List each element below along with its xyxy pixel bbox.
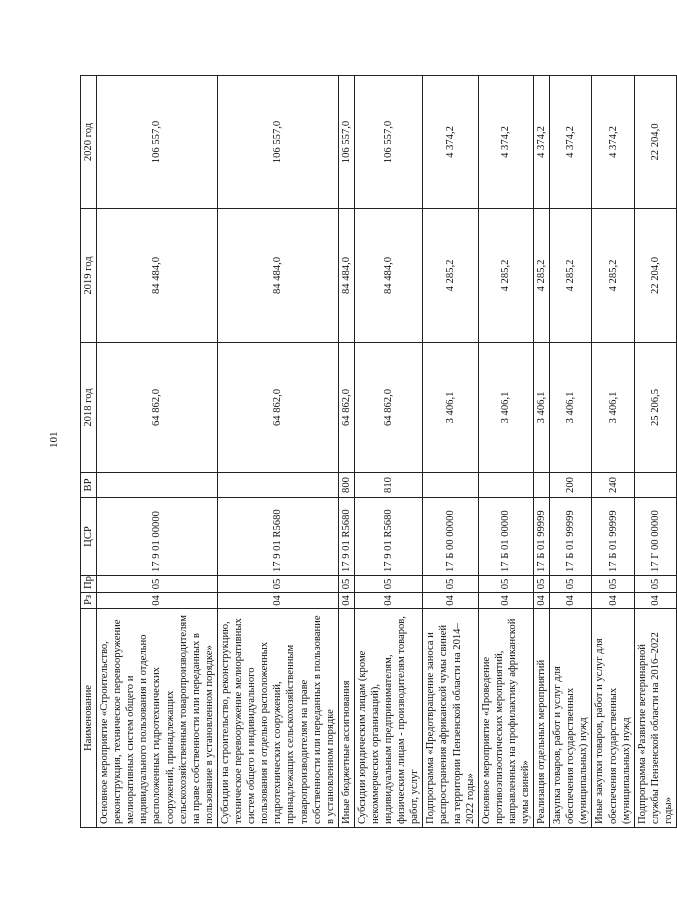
row-2019-cell: 4 285,2 [478, 209, 533, 343]
row-vr-cell: 800 [338, 473, 354, 498]
table-row [423, 76, 478, 828]
row-name-cell: Иные бюджетные ассигнования [338, 609, 354, 828]
table-body [97, 76, 677, 828]
row-2020-cell: 4 374,2 [534, 76, 550, 209]
table-row [592, 76, 634, 828]
row-csr-cell: 17 9 01 R5680 [217, 498, 338, 576]
row-vr-cell [534, 473, 550, 498]
table-row [550, 76, 592, 828]
row-2018-cell: 3 406,1 [478, 343, 533, 473]
row-rz-cell: 04 [217, 593, 338, 609]
row-pr-cell: 05 [217, 576, 338, 593]
header-2020: 2020 год [81, 76, 97, 209]
header-csr: ЦСР [81, 498, 97, 576]
row-rz-cell: 04 [634, 593, 676, 609]
row-2019-cell: 84 484,0 [97, 209, 218, 343]
row-csr-cell: 17 Б 00 00000 [423, 498, 478, 576]
table-row [217, 76, 338, 828]
row-2020-cell: 106 557,0 [97, 76, 218, 209]
row-pr-cell: 05 [423, 576, 478, 593]
row-name-cell: Закупка товаров, работ и услуг для обеспечения государственных (муниципальных) нужд [550, 609, 592, 828]
row-2018-cell: 25 206,5 [634, 343, 676, 473]
row-pr-cell: 05 [592, 576, 634, 593]
row-pr-cell: 05 [550, 576, 592, 593]
row-csr-cell: 17 Б 01 99999 [592, 498, 634, 576]
rotated-page-content [80, 76, 674, 828]
row-pr-cell: 05 [338, 576, 354, 593]
row-vr-cell [478, 473, 533, 498]
row-2019-cell: 4 285,2 [592, 209, 634, 343]
row-2020-cell: 4 374,2 [592, 76, 634, 209]
row-name-cell: Подпрограмма «Развитие ветеринарной службы Пензенской области на 2016–2022 годы» [634, 609, 676, 828]
row-rz-cell: 04 [478, 593, 533, 609]
row-rz-cell: 04 [423, 593, 478, 609]
table-row [478, 76, 533, 828]
row-name-cell: Субсидии юридическим лицам (кроме некоммерческих организаций), индивидуальным предпринимателям, физическим лицам - производителям товаров, работ, услуг [354, 609, 422, 828]
row-pr-cell: 05 [478, 576, 533, 593]
row-vr-cell [634, 473, 676, 498]
header-name: Наименование [81, 609, 97, 828]
row-2018-cell: 64 862,0 [97, 343, 218, 473]
row-2020-cell: 22 204,0 [634, 76, 676, 209]
row-name-cell: Субсидии на строительство, реконструкцию, техническое перевооружение мелиоративных систем общего и индивидуального пользования и отдельно расположенных гидротехнических сооружений, принадлежащих сельскохозяйственным товаропроизводителям на праве собственности или переданных в пользование в установленном порядке [217, 609, 338, 828]
table-row [97, 76, 218, 828]
row-vr-cell [97, 473, 218, 498]
header-2018: 2018 год [81, 343, 97, 473]
row-2019-cell: 4 285,2 [423, 209, 478, 343]
row-2020-cell: 4 374,2 [550, 76, 592, 209]
row-name-cell: Основное мероприятие «Проведение противоэпизоотических мероприятий, направленных на профилактику африканской чумы свиней» [478, 609, 533, 828]
row-2020-cell: 4 374,2 [478, 76, 533, 209]
row-2019-cell: 84 484,0 [338, 209, 354, 343]
row-csr-cell: 17 Б 01 00000 [478, 498, 533, 576]
row-name-cell: Реализация отдельных мероприятий [534, 609, 550, 828]
table-row [534, 76, 550, 828]
row-vr-cell [217, 473, 338, 498]
table-row [634, 76, 676, 828]
table-row [354, 76, 422, 828]
row-2020-cell: 106 557,0 [217, 76, 338, 209]
header-pr: Пр [81, 576, 97, 593]
table-row [338, 76, 354, 828]
row-rz-cell: 04 [354, 593, 422, 609]
row-rz-cell: 04 [592, 593, 634, 609]
row-vr-cell: 200 [550, 473, 592, 498]
row-2018-cell: 64 862,0 [217, 343, 338, 473]
row-2018-cell: 64 862,0 [354, 343, 422, 473]
row-vr-cell: 240 [592, 473, 634, 498]
row-2020-cell: 4 374,2 [423, 76, 478, 209]
header-2019: 2019 год [81, 209, 97, 343]
row-2018-cell: 3 406,1 [423, 343, 478, 473]
row-csr-cell: 17 9 01 R5680 [354, 498, 422, 576]
page-number: 101 [48, 431, 60, 448]
row-2020-cell: 106 557,0 [338, 76, 354, 209]
row-name-cell: Иные закупки товаров, работ и услуг для обеспечения государственных (муниципальных) нужд [592, 609, 634, 828]
row-csr-cell: 17 Г 00 00000 [634, 498, 676, 576]
row-csr-cell: 17 9 01 R5680 [338, 498, 354, 576]
row-pr-cell: 05 [97, 576, 218, 593]
table-header-row [81, 76, 97, 828]
header-rz: Рз [81, 593, 97, 609]
row-rz-cell: 04 [550, 593, 592, 609]
row-2019-cell: 22 204,0 [634, 209, 676, 343]
row-2020-cell: 106 557,0 [354, 76, 422, 209]
row-2019-cell: 84 484,0 [217, 209, 338, 343]
row-2019-cell: 4 285,2 [534, 209, 550, 343]
budget-table [80, 75, 677, 828]
row-2018-cell: 3 406,1 [534, 343, 550, 473]
row-rz-cell: 04 [534, 593, 550, 609]
row-name-cell: Подпрограмма «Предотвращение заноса и распространения африканской чумы свиней на территории Пензенской области на 2014–2022 годы» [423, 609, 478, 828]
row-2018-cell: 64 862,0 [338, 343, 354, 473]
row-2018-cell: 3 406,1 [592, 343, 634, 473]
row-2019-cell: 4 285,2 [550, 209, 592, 343]
row-vr-cell [423, 473, 478, 498]
row-csr-cell: 17 9 01 00000 [97, 498, 218, 576]
row-2019-cell: 84 484,0 [354, 209, 422, 343]
row-rz-cell: 04 [97, 593, 218, 609]
row-name-cell: Основное мероприятие «Строительство, реконструкция, техническое перевооружение мелиоративных систем общего и индивидуального пользования и отдельно расположенных гидротехнических сооружений, принадлежащих сельскохозяйственным товаропроизводителям на праве собственности или переданных в пользование в установленном порядке» [97, 609, 218, 828]
row-pr-cell: 05 [534, 576, 550, 593]
row-vr-cell: 810 [354, 473, 422, 498]
row-2018-cell: 3 406,1 [550, 343, 592, 473]
row-rz-cell: 04 [338, 593, 354, 609]
row-pr-cell: 05 [634, 576, 676, 593]
row-csr-cell: 17 Б 01 99999 [534, 498, 550, 576]
header-vr: ВР [81, 473, 97, 498]
row-csr-cell: 17 Б 01 99999 [550, 498, 592, 576]
row-pr-cell: 05 [354, 576, 422, 593]
